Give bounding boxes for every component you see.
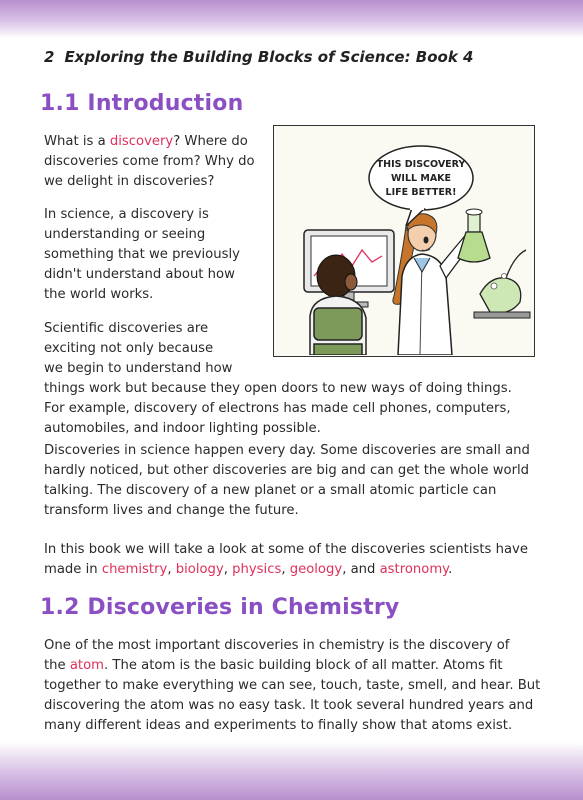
text-line: many different ideas and experiments to finally show that atoms exist.	[44, 718, 513, 733]
text-line: Discoveries in science happen every day. Some discoveries are small and	[44, 443, 530, 458]
text-segment: What is a	[44, 134, 110, 149]
text-line: One of the most important discoveries in chemistry is the discovery of	[44, 638, 510, 653]
text-line: the world works.	[44, 287, 154, 302]
text-line: discoveries come from? Why do	[44, 154, 255, 169]
keyword-discovery[interactable]: discovery	[109, 134, 174, 149]
text-line: For example, discovery of electrons has made cell phones, computers,	[44, 401, 511, 416]
text-line: hardly noticed, but other discoveries are big and can get the whole world	[44, 463, 530, 478]
text-line: discovering the atom was no easy task. It took several hundred years and	[44, 698, 534, 713]
cartoon-illustration	[273, 125, 535, 357]
speech-bubble-line-3: LIFE BETTER!	[385, 187, 457, 198]
text-line: exciting not only because	[44, 341, 214, 356]
keyword-biology[interactable]: biology	[175, 562, 224, 577]
scientist-cartoon-icon	[274, 126, 533, 355]
text-line: In science, a discovery is	[44, 207, 209, 222]
speech-bubble-line-2: WILL MAKE	[390, 173, 452, 184]
text-segment: ,	[223, 562, 233, 577]
book-title: Exploring the Building Blocks of Science: Book 4	[64, 48, 474, 66]
intro-paragraph-2	[44, 205, 240, 305]
keyword-astronomy[interactable]: astronomy	[379, 562, 449, 577]
section-heading-chemistry: 1.2 Discoveries in Chemistry	[40, 595, 400, 620]
text-segment: ,	[167, 562, 176, 577]
text-line: understanding or seeing	[44, 227, 206, 242]
text-line: together to make everything we can see, touch, taste, smell, and hear. But	[44, 678, 541, 693]
intro-paragraph-4	[44, 441, 530, 521]
text-segment: , and	[342, 562, 380, 577]
section-heading-introduction: 1.1 Introduction	[40, 91, 244, 116]
text-line: transform lives and change the future.	[44, 503, 299, 518]
keyword-geology[interactable]: geology	[289, 562, 343, 577]
text-line: we delight in discoveries?	[44, 174, 215, 189]
text-segment: the	[44, 658, 70, 673]
speech-bubble-line-1: THIS DISCOVERY	[376, 159, 466, 170]
bottom-decorative-band	[0, 742, 583, 800]
text-line: we begin to understand how	[44, 361, 233, 376]
text-line: Scientific discoveries are	[44, 321, 209, 336]
top-decorative-band	[0, 0, 583, 38]
text-line: In this book we will take a look at some of the discoveries scientists have	[44, 542, 528, 557]
text-line: talking. The discovery of a new planet or a small atomic particle can	[44, 483, 497, 498]
intro-paragraph-1	[44, 132, 255, 192]
chemistry-paragraph-1	[44, 636, 540, 736]
text-segment: ,	[281, 562, 290, 577]
text-segment: . The atom is the basic building block of all matter. Atoms fit	[104, 658, 503, 673]
text-segment: made in	[44, 562, 102, 577]
keyword-atom[interactable]: atom	[69, 658, 105, 673]
text-line: didn't understand about how	[44, 267, 235, 282]
page-number: 2	[44, 48, 55, 66]
keyword-chemistry[interactable]: chemistry	[101, 562, 168, 577]
text-segment: ? Where do	[173, 134, 248, 149]
text-line: automobiles, and indoor lighting possible.	[44, 421, 321, 436]
text-line: something that we previously	[44, 247, 240, 262]
keyword-physics[interactable]: physics	[232, 562, 282, 577]
text-line: things work but because they open doors to new ways of doing things.	[44, 381, 512, 396]
text-segment: .	[448, 562, 453, 577]
running-header	[44, 48, 473, 66]
intro-paragraph-5	[44, 540, 528, 580]
